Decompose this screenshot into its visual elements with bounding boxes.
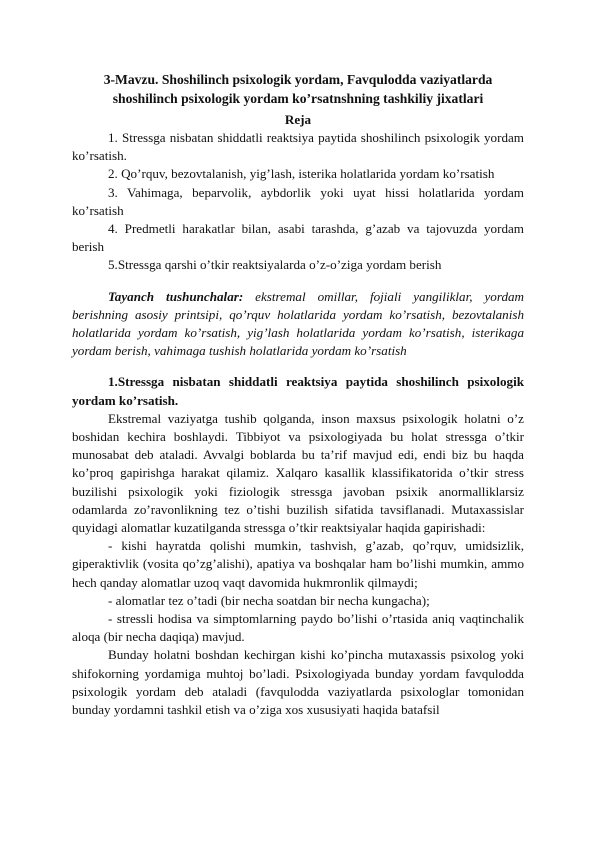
body-paragraph-3: - alomatlar tez oʼtadi (bir necha soatdan bir necha kungacha); xyxy=(108,592,430,608)
title-line-2: shoshilinch psixologik yordam koʼrsatnshning tashkiliy jixatlari xyxy=(112,91,484,106)
body-paragraph-5: Bunday holatni boshdan kechirgan kishi koʼpincha mutaxassis psixolog yoki shifokorning yordamiga muhtoj boʼladi. Psixologiyada bunday yordam favqulodda psixologik yordam deb ataladi (favqulodda vaziyatlarda psixologlar tomonidan bunday yordamni tashkil etish va oʼziga xos xususiyati haqida batafsil xyxy=(72,647,524,718)
body-paragraph-4: - stressli hodisa va simptomlarning paydo boʼlishi oʼrtasida aniq vaqtinchalik aloqa (bir necha daqiqa) mavjud. xyxy=(72,611,524,645)
plan-heading: Reja xyxy=(284,112,312,127)
spacer xyxy=(72,275,524,288)
plan-item-4: 4. Predmetli harakatlar bilan, asabi tarashda, gʼazab va tajovuzda yordam berish xyxy=(72,221,524,255)
keywords-paragraph xyxy=(72,288,524,361)
body-paragraph-2: - kishi hayratda qolishi mumkin, tashvish, gʼazab, qoʼrquv, umidsizlik, giperaktivlik (vosita qoʼzgʼalishi), apatiya va boshqalar ham boʼlishi mumkin, ammo hech qanday alomatlar uzoq vaqt davomida hukmronlik qilmaydi; xyxy=(72,538,524,590)
keywords-label: Tayanch tushunchalar: xyxy=(108,288,244,304)
document-title xyxy=(72,70,524,108)
body-paragraph-1: Ekstremal vaziyatga tushib qolganda, inson maxsus psixologik holatni oʼz boshidan kechira boshlaydi. Tibbiyot va psixologiyada bu holat stressga oʼtkir munosabat deb ataladi. Avvalgi boblarda bu taʼrif mavjud edi, endi biz bu haqda koʼproq gapirishga harakat qilamiz. Xalqaro kasallik klassifikatorida oʼtkir stress buzilishi psixologik yoki fiziologik stressga javoban psixik anormalliklarsiz odamlarda zoʼravonlikning tez oʼtishi buzilish sifatida tavsiflanadi. Mutaxassislar quyidagi alomatlar kuzatilganda stressga oʼtkir reaktsiyalar haqida gapirishadi: xyxy=(72,410,524,536)
plan-item-1: 1. Stressga nisbatan shiddatli reaktsiya paytida shoshilinch psixologik yordam koʼrsatish. xyxy=(72,130,524,164)
document-page xyxy=(72,70,524,719)
plan-item-3: 3. Vahimaga, beparvolik, aybdorlik yoki uyat hissi holatlarida yordam koʼrsatish xyxy=(72,184,524,218)
title-line-1: 3-Mavzu. Shoshilinch psixologik yordam, Favqulodda vaziyatlarda xyxy=(103,72,493,87)
section-heading: 1.Stressga nisbatan shiddatli reaktsiya paytida shoshilinch psixologik yordam koʼrsatish. xyxy=(72,374,524,408)
spacer xyxy=(72,360,524,373)
plan-item-2: 2. Qoʼrquv, bezovtalanish, yigʼlash, isterika holatlarida yordam koʼrsatish xyxy=(108,166,495,182)
keywords-text: ekstremal omillar, fojiali yangiliklar, yordam berishning asosiy printsipi, qoʼrquv holatlarida yordam koʼrsatish, bezovtalanish holatlarida yordam koʼrsatish, yigʼlash holatlarida yordam koʼrsatish, isterikaga yordam berish, vahimaga tushish holatlarida yordam koʼrsatish xyxy=(72,288,524,359)
plan-item-5: 5.Stressga qarshi oʼtkir reaktsiyalarda oʼz-oʼziga yordam berish xyxy=(108,257,442,273)
